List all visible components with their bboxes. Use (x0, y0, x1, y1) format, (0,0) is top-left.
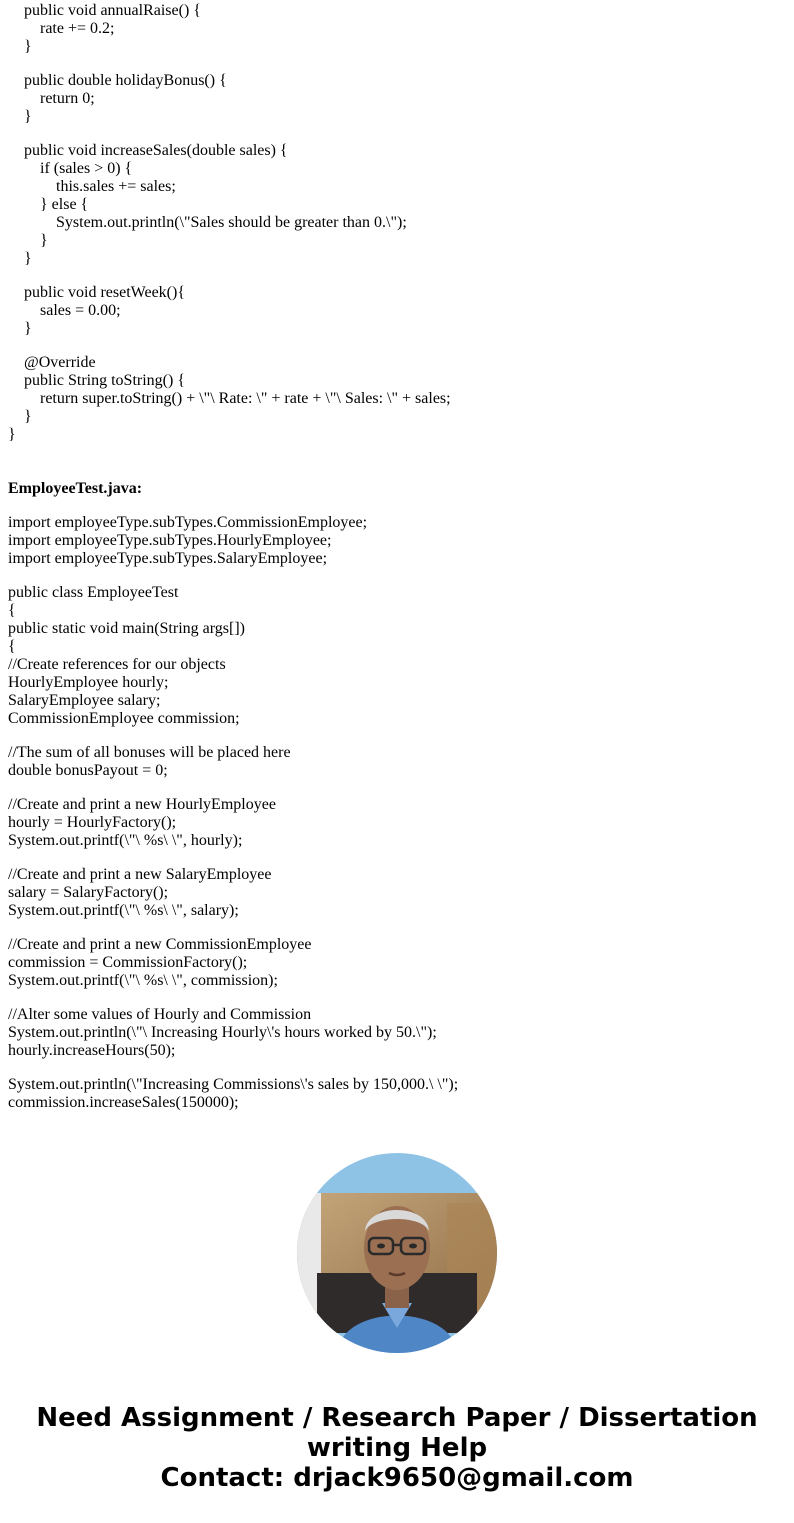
code-line: public String toString() { (8, 372, 186, 389)
code-line: //The sum of all bonuses will be placed here (8, 744, 291, 761)
blank-line (8, 268, 778, 284)
blank-line (8, 1060, 778, 1076)
avatar (297, 1153, 497, 1353)
code-line: } (8, 426, 16, 443)
contact-email: Contact: drjack9650@gmail.com (160, 1463, 634, 1493)
code-line: hourly = HourlyFactory(); (8, 814, 177, 831)
code-line: System.out.println(\"Increasing Commissions\'s sales by 150,000.\ \"); (8, 1076, 459, 1093)
code-line: System.out.printf(\"\ %s\ \", commission); (8, 972, 278, 989)
code-line: sales = 0.00; (8, 302, 121, 319)
code-line: System.out.printf(\"\ %s\ \", salary); (8, 902, 239, 919)
code-line: if (sales > 0) { (8, 160, 133, 177)
code-line: } (8, 108, 32, 125)
code-line: //Create references for our objects (8, 656, 226, 673)
blank-line (8, 338, 778, 354)
code-line: return super.toString() + \"\ Rate: \" + rate + \"\ Sales: \" + sales; (8, 390, 451, 407)
blank-line (8, 568, 778, 584)
code-line: public class EmployeeTest (8, 584, 179, 601)
code-line: //Create and print a new HourlyEmployee (8, 796, 276, 813)
code-line: } (8, 250, 32, 267)
blank-line (8, 728, 778, 744)
code-line: } else { (8, 196, 89, 213)
code-line: rate += 0.2; (8, 20, 115, 37)
code-line: public void increaseSales(double sales) { (8, 142, 288, 159)
blank-line (8, 780, 778, 796)
code-line: } (8, 320, 32, 337)
code-line: import employeeType.subTypes.CommissionEmployee; (8, 514, 368, 531)
code-line: import employeeType.subTypes.SalaryEmployee; (8, 550, 328, 567)
code-line: public static void main(String args[]) (8, 620, 245, 637)
code-line: public void annualRaise() { (8, 2, 201, 19)
code-line: HourlyEmployee hourly; (8, 674, 169, 691)
code-line: commission.increaseSales(150000); (8, 1094, 239, 1111)
banner-line-2: writing Help (306, 1433, 488, 1463)
code-line: CommissionEmployee commission; (8, 710, 240, 727)
code-line: this.sales += sales; (8, 178, 176, 195)
blank-line (8, 920, 778, 936)
code-line: public double holidayBonus() { (8, 72, 227, 89)
code-block-top (8, 2, 778, 444)
code-line: //Create and print a new SalaryEmployee (8, 866, 272, 883)
code-line: System.out.printf(\"\ %s\ \", hourly); (8, 832, 243, 849)
code-line: salary = SalaryFactory(); (8, 884, 169, 901)
code-line: } (8, 232, 48, 249)
blank-line (8, 850, 778, 866)
code-line: @Override (8, 354, 96, 371)
code-line: } (8, 38, 32, 55)
person-photo-icon (297, 1153, 497, 1353)
code-line: //Alter some values of Hourly and Commission (8, 1006, 312, 1023)
banner-line-1: Need Assignment / Research Paper / Dissertation (36, 1403, 758, 1433)
file-heading: EmployeeTest.java: (8, 480, 143, 497)
blank-line (8, 126, 778, 142)
code-line: return 0; (8, 90, 95, 107)
code-line: double bonusPayout = 0; (8, 762, 168, 779)
code-line: System.out.println(\"Sales should be greater than 0.\"); (8, 214, 407, 231)
code-line: public void resetWeek(){ (8, 284, 185, 301)
code-line: { (8, 602, 16, 619)
code-line: SalaryEmployee salary; (8, 692, 161, 709)
code-line: } (8, 408, 32, 425)
code-line: { (8, 638, 16, 655)
code-line: hourly.increaseHours(50); (8, 1042, 176, 1059)
contact-banner (0, 1403, 794, 1493)
blank-line (8, 990, 778, 1006)
code-line: commission = CommissionFactory(); (8, 954, 248, 971)
blank-line (8, 56, 778, 72)
code-line: //Create and print a new CommissionEmployee (8, 936, 312, 953)
code-block-bottom (8, 514, 778, 1112)
code-line: System.out.println(\"\ Increasing Hourly\'s hours worked by 50.\"); (8, 1024, 437, 1041)
code-line: import employeeType.subTypes.HourlyEmployee; (8, 532, 332, 549)
